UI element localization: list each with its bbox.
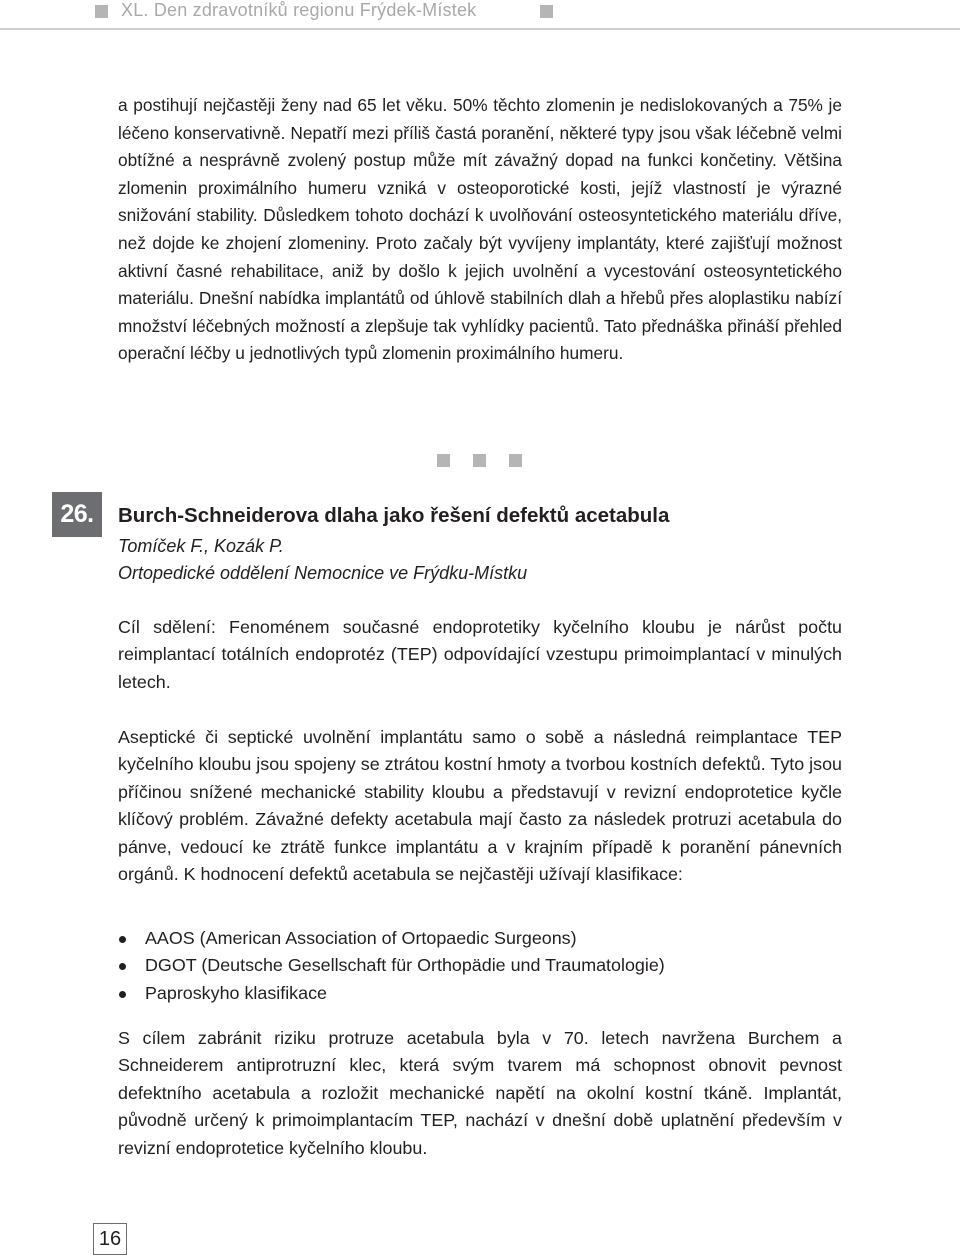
header-square-left-icon [95, 5, 108, 18]
article-number: 26. [52, 492, 102, 537]
separator-square-icon [437, 454, 450, 467]
article-department: Ortopedické oddělení Nemocnice ve Frýdku-Místku [118, 563, 528, 583]
article-paragraph-aim: Cíl sdělení: Fenoménem současné endoprotetiky kyčelního kloubu je nárůst počtu reimplantací totálních endoprotéz (TEP) odpovídající vzestupu primoimplantací v minulých letech. [118, 617, 842, 692]
header-square-right-icon [540, 5, 553, 18]
continuation-paragraph: a postihují nejčastěji ženy nad 65 let věku. 50% těchto zlomenin je nedislokovaných a 75% je léčeno konservativně. Nepatří mezi příliš častá poranění, některé typy jsou však léčebně velmi obtížné a nesprávně zvolený postup může mít závažný dopad na funkci končetiny. Většina zlomenin proximálního humeru vzniká v osteoporotické kosti, jejíž vlastností je výrazné snižování stability. Důsledkem tohoto dochází k uvolňování osteosyntetického materiálu dříve, než dojde ke zhojení zlomeniny. Proto začaly být vyvíjeny implantáty, které zajišťují možnost aktivní časné rehabilitace, aniž by došlo k jejich uvolnění a vycestování osteosyntetického materiálu. Dnešní nabídka implantátů od úhlově stabilních dlah a hřebů přes aloplastiku nabízí množství léčebných možností a zlepšuje tak vyhlídky pacientů. Tato přednáška přináší přehled operační léčby u jednotlivých typů zlomenin proximálního humeru. [118, 95, 842, 364]
article-authors: Tomíček F., Kozák P. [118, 536, 284, 556]
page-number: 16 [93, 1223, 127, 1255]
classification-list [118, 925, 665, 1007]
page-header [0, 0, 960, 29]
separator-square-icon [473, 454, 486, 467]
list-item: DGOT (Deutsche Gesellschaft für Orthopädie und Traumatologie) [118, 952, 665, 979]
header-divider [0, 28, 960, 30]
article-paragraph-defects: Aseptické či septické uvolnění implantátu samo o sobě a následná reimplantace TEP kyčelního kloubu jsou spojeny se ztrátou kostní hmoty a tvorbou kostních defektů. Tyto jsou příčinou snížené mechanické stability kloubu a představují v revizní endoprotetice kyčle klíčový problém. Závažné defekty acetabula mají často za následek protruzi acetabula do pánve, vedoucí ke ztrátě funkce implantátu a v krajním případě k poranění pánevních orgánů. K hodnocení defektů acetabula se nejčastěji užívají klasifikace: [118, 727, 842, 885]
separator-square-icon [509, 454, 522, 467]
article-paragraph-closing: S cílem zabránit riziku protruze acetabula byla v 70. letech navržena Burchem a Schneiderem antiprotruzní klec, která svým tvarem má schopnost obnovit pevnost defektního acetabula a rozložit mechanické napětí na okolní kostní tkáně. Implantát, původně určený k primoimplantacím TEP, nachází v dnešní době uplatnění především v revizní endoprotetice kyčelního kloubu. [118, 1028, 842, 1158]
article-title: Burch-Schneiderova dlaha jako řešení defektů acetabula [118, 504, 670, 527]
header-title: XL. Den zdravotníků regionu Frýdek-Místek [121, 0, 477, 20]
list-item: AAOS (American Association of Ortopaedic Surgeons) [118, 925, 665, 952]
list-item: Paproskyho klasifikace [118, 980, 665, 1007]
